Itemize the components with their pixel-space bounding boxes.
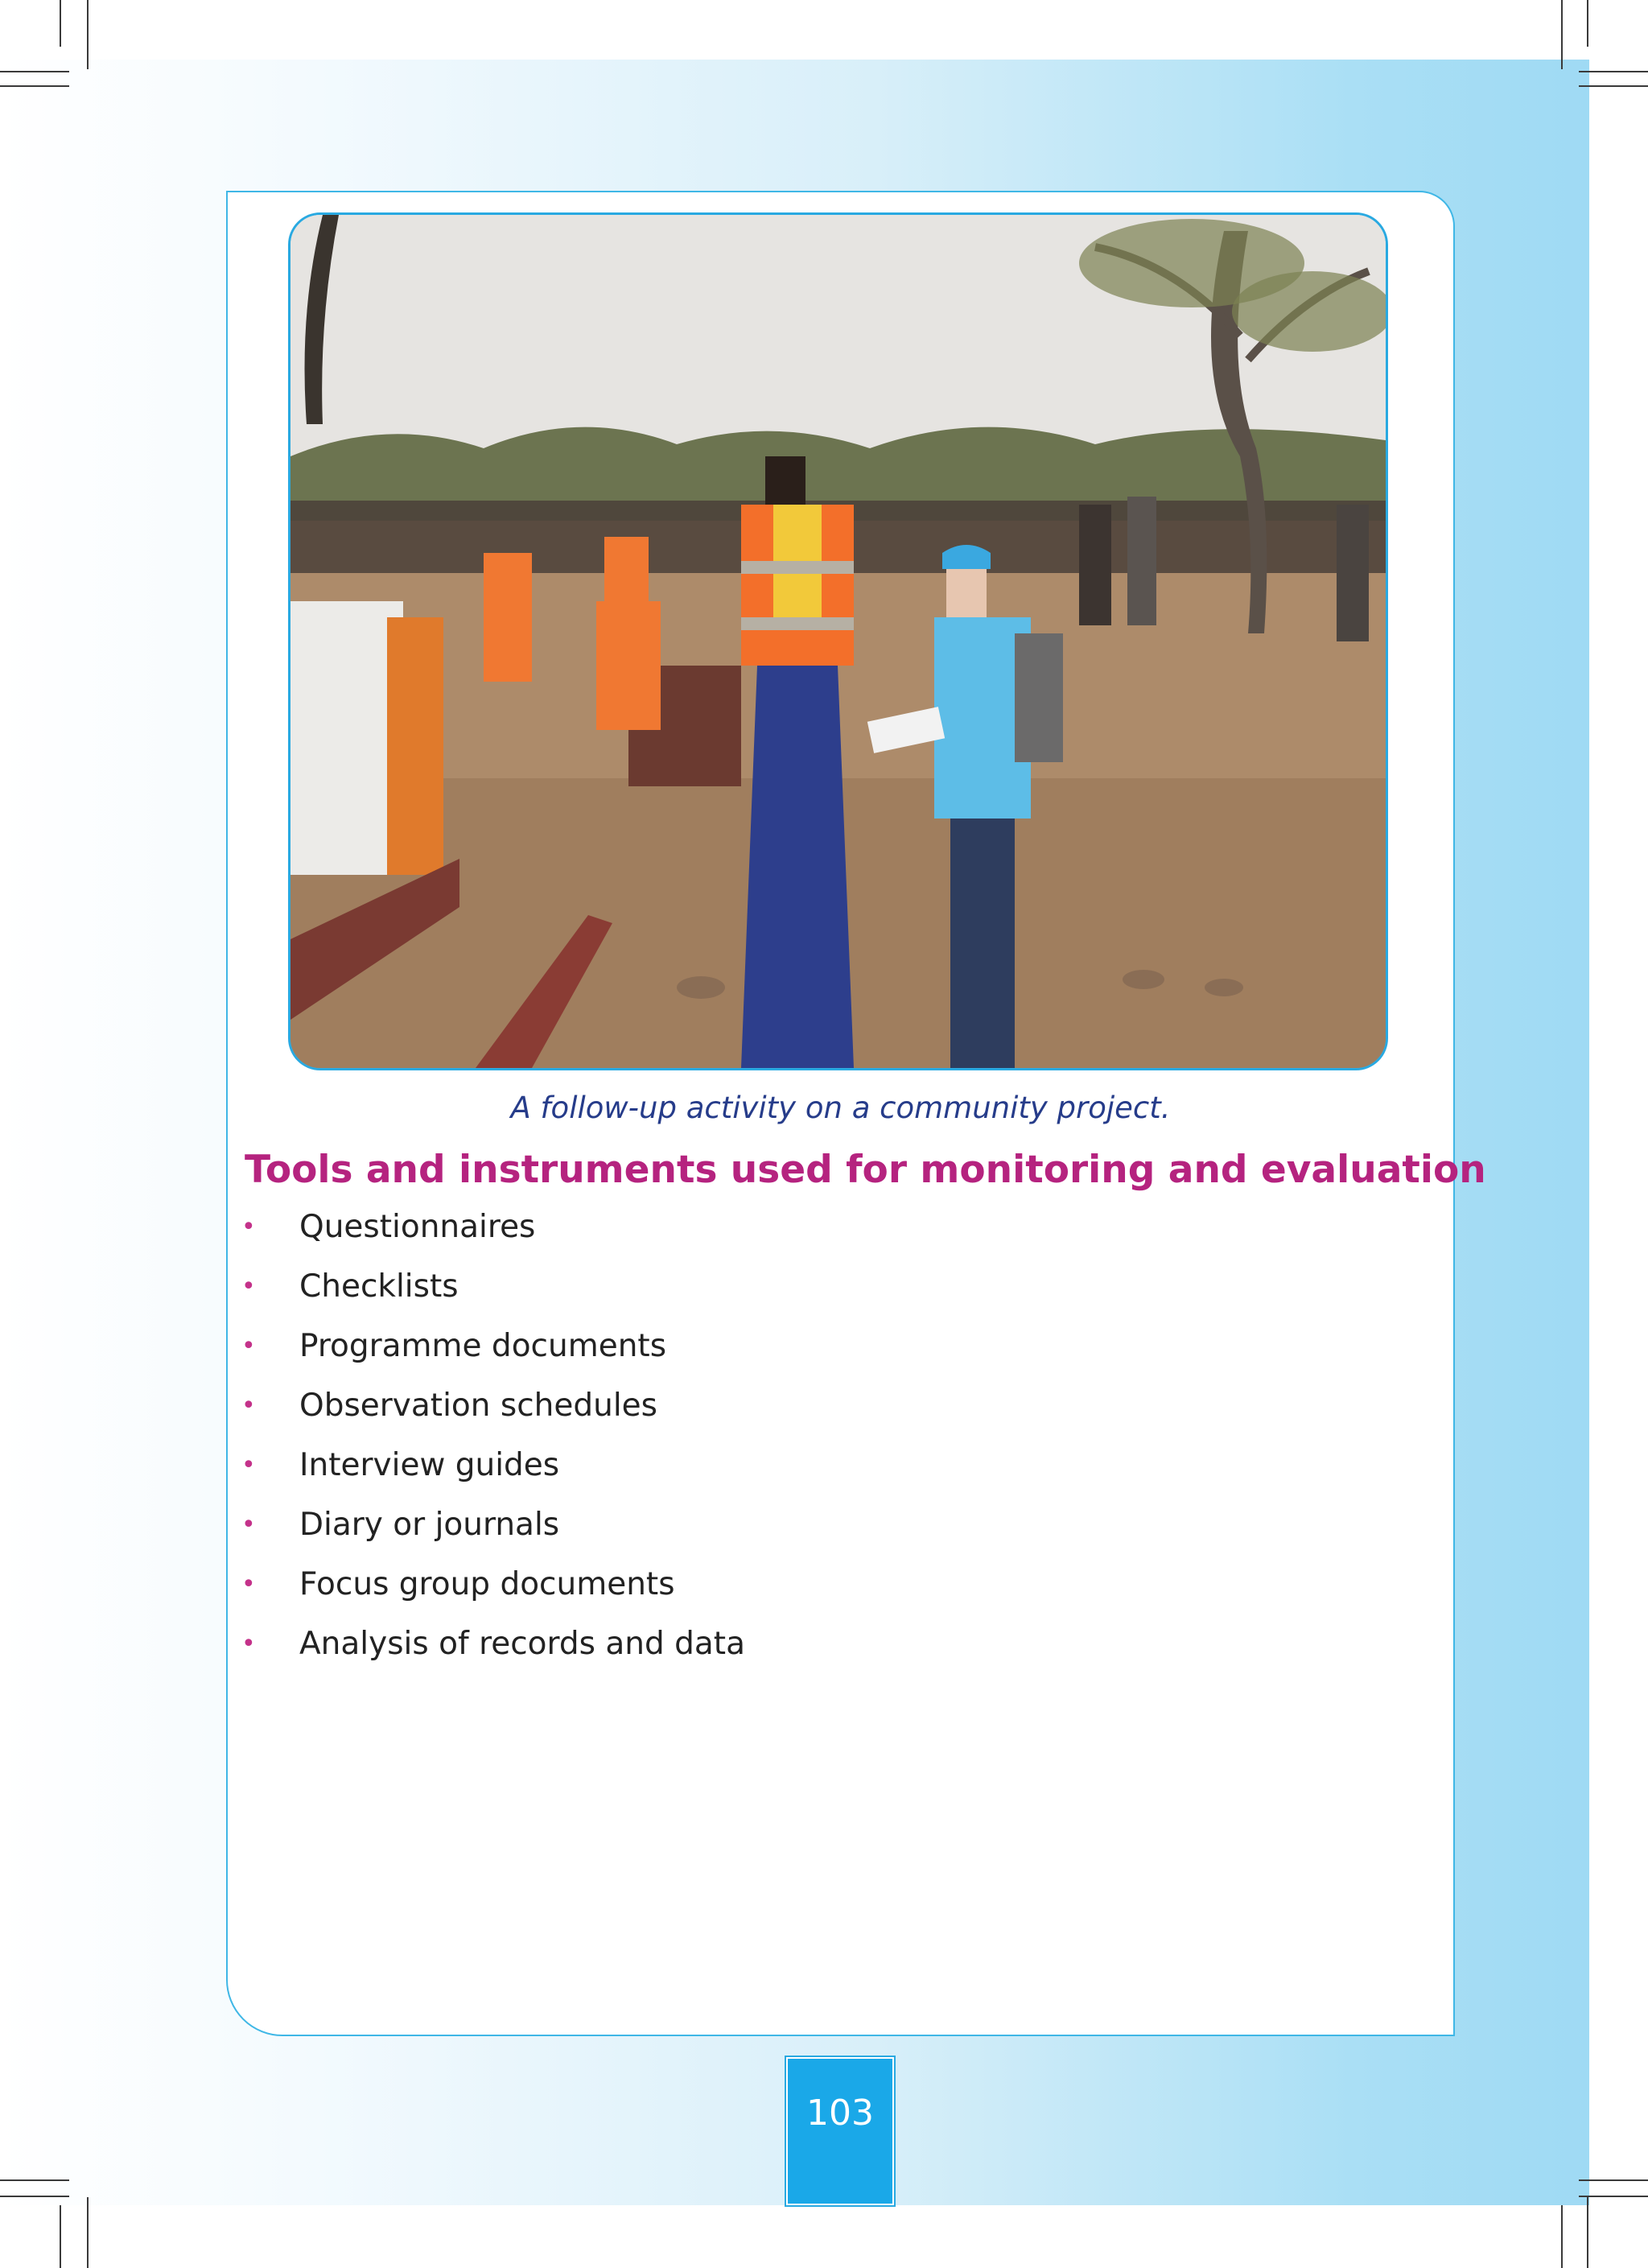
list-item-text: Interview guides xyxy=(299,1447,560,1483)
photo-caption: A follow-up activity on a community project. xyxy=(510,1091,1171,1125)
page-number: 103 xyxy=(806,2093,874,2134)
crop-mark xyxy=(1579,2179,1648,2181)
crop-mark xyxy=(60,0,61,47)
crop-mark xyxy=(1561,0,1563,69)
crop-mark xyxy=(1587,0,1588,47)
crop-mark xyxy=(0,2196,69,2197)
bullet-icon: • xyxy=(241,1570,256,1598)
bullet-icon: • xyxy=(241,1272,256,1301)
list-item-text: Observation schedules xyxy=(299,1388,657,1424)
crop-mark xyxy=(1561,2205,1563,2268)
list-item-text: Diary or journals xyxy=(299,1507,560,1543)
crop-mark xyxy=(60,2205,61,2268)
list-item-text: Focus group documents xyxy=(299,1566,675,1602)
crop-mark xyxy=(1587,2197,1588,2268)
crop-mark xyxy=(87,0,89,69)
list-item-text: Programme documents xyxy=(299,1328,667,1364)
crop-mark xyxy=(0,85,69,87)
bullet-icon: • xyxy=(241,1213,256,1241)
bullet-icon: • xyxy=(241,1392,256,1420)
list-item-text: Questionnaires xyxy=(299,1209,536,1245)
community-project-photo xyxy=(288,212,1388,1070)
bullet-icon: • xyxy=(241,1332,256,1360)
crop-mark xyxy=(87,2197,89,2268)
crop-mark xyxy=(1579,85,1648,87)
list-item-text: Analysis of records and data xyxy=(299,1626,745,1662)
section-heading: Tools and instruments used for monitoring and evaluation xyxy=(245,1148,1486,1192)
bullet-icon: • xyxy=(241,1630,256,1658)
crop-mark xyxy=(1579,71,1648,72)
bullet-icon: • xyxy=(241,1511,256,1539)
crop-mark xyxy=(1579,2196,1648,2197)
bullet-icon: • xyxy=(241,1451,256,1479)
crop-mark xyxy=(0,71,69,72)
page-number-tab xyxy=(786,2057,894,2205)
crop-mark xyxy=(0,2179,69,2181)
list-item-text: Checklists xyxy=(299,1268,459,1305)
